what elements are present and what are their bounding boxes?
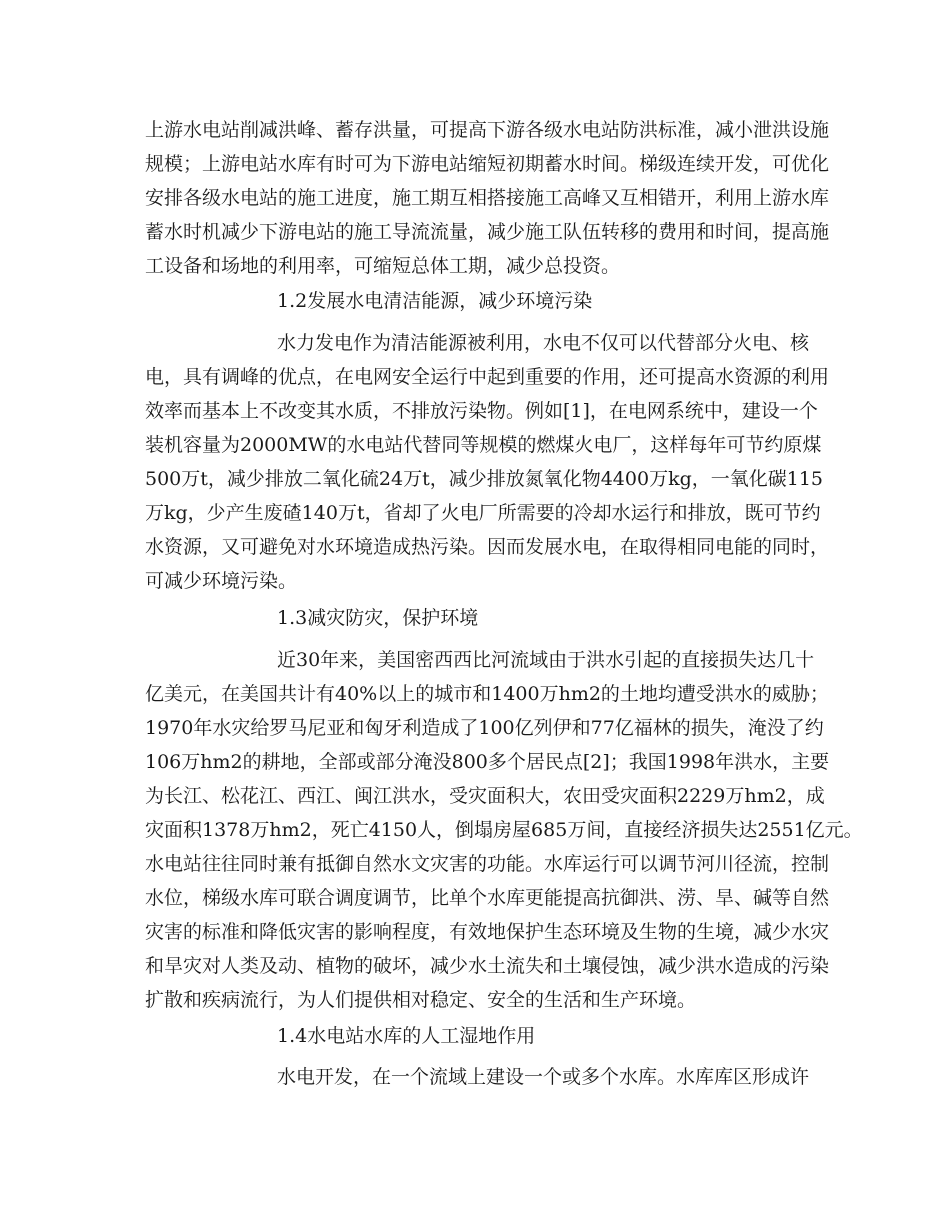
paragraph-line: 灾害的标准和降低灾害的影响程度，有效地保护生态环境及生物的生境，减少水灾 [145,921,830,943]
paragraph-line: 电，具有调峰的优点，在电网安全运行中起到重要的作用，还可提高水资源的利用 [145,366,830,388]
paragraph-line: 蓄水时机减少下游电站的施工导流流量，减少施工队伍转移的费用和时间，提高施 [145,221,830,243]
paragraph-line: 灾面积1378万hm2，死亡4150人，倒塌房屋685万间，直接经济损失达2551亿元。 [145,819,863,841]
paragraph-line: 500万t，减少排放二氧化硫24万t，减少排放氮氧化物4400万kg，一氧化碳115 [145,468,824,490]
section-heading: 1.4水电站水库的人工湿地作用 [277,1025,536,1047]
paragraph-line: 装机容量为2000MW的水电站代替同等规模的燃煤火电厂，这样每年可节约原煤 [145,434,822,456]
section-heading: 1.3减灾防灾，保护环境 [277,607,479,629]
paragraph-line: 水电开发，在一个流域上建设一个或多个水库。水库库区形成许 [277,1066,810,1088]
paragraph-line: 水力发电作为清洁能源被利用，水电不仅可以代替部分火电、核 [277,332,810,354]
paragraph-line: 可减少环境污染。 [145,570,298,592]
paragraph-line: 工设备和场地的利用率，可缩短总体工期，减少总投资。 [145,255,621,277]
paragraph-line: 亿美元，在美国共计有40%以上的城市和1400万hm2的土地均遭受洪水的威胁； [145,683,829,705]
paragraph-line: 和旱灾对人类及动、植物的破坏，减少水土流失和土壤侵蚀，减少洪水造成的污染 [145,955,830,977]
paragraph-line: 效率而基本上不改变其水质，不排放污染物。例如[1]，在电网系统中，建设一个 [145,400,818,422]
paragraph-line: 上游水电站削减洪峰、蓄存洪量，可提高下游各级水电站防洪标准，减小泄洪设施 [145,119,830,141]
paragraph-line: 规模；上游电站水库有时可为下游电站缩短初期蓄水时间。梯级连续开发，可优化 [145,153,830,175]
paragraph-line: 为长江、松花江、西江、闽江洪水，受灾面积大，农田受灾面积2229万hm2，成 [145,785,825,807]
paragraph-line: 近30年来，美国密西西比河流域由于洪水引起的直接损失达几十 [277,649,815,671]
paragraph-line: 水资源，又可避免对水环境造成热污染。因而发展水电，在取得相同电能的同时， [145,536,830,558]
section-heading: 1.2发展水电清洁能源，减少环境污染 [277,290,593,312]
paragraph-line: 106万hm2的耕地，全部或部分淹没800多个居民点[2]；我国1998年洪水，主要 [145,751,830,773]
paragraph-line: 水位，梯级水库可联合调度调节，比单个水库更能提高抗御洪、涝、旱、碱等自然 [145,887,830,909]
paragraph-line: 水电站往往同时兼有抵御自然水文灾害的功能。水库运行可以调节河川径流，控制 [145,853,830,875]
paragraph-line: 1970年水灾给罗马尼亚和匈牙利造成了100亿列伊和77亿福林的损失，淹没了约 [145,717,824,739]
paragraph-line: 扩散和疾病流行，为人们提供相对稳定、安全的生活和生产环境。 [145,989,697,1011]
paragraph-line: 安排各级水电站的施工进度，施工期互相搭接施工高峰又互相错开，利用上游水库 [145,187,830,209]
paragraph-line: 万kg，少产生废碴140万t，省却了火电厂所需要的冷却水运行和排放，既可节约 [145,502,821,524]
